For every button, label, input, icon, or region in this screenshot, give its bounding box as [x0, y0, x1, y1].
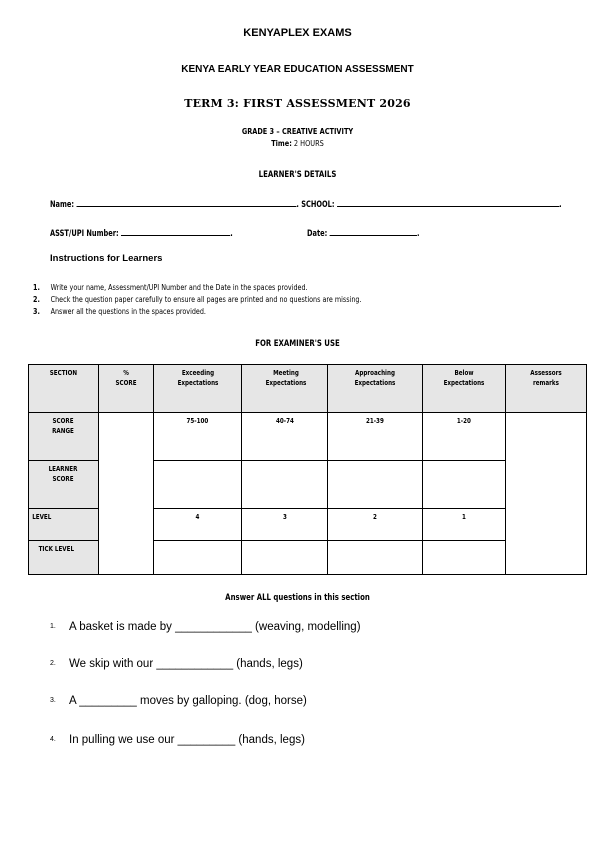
score-range-label: SCORE RANGE	[52, 417, 74, 435]
header-meeting: Meeting Expectations	[265, 369, 306, 387]
tick-meeting[interactable]	[241, 541, 328, 575]
school-sep: .	[559, 200, 562, 210]
tick-exceeding[interactable]	[153, 541, 241, 575]
remarks-cell[interactable]	[506, 413, 587, 575]
percent-score-cell[interactable]	[98, 413, 153, 575]
instructions-list	[33, 282, 361, 318]
level-label: LEVEL	[32, 513, 52, 521]
range-approaching: 21-39	[366, 417, 385, 425]
name-field-row	[50, 198, 562, 210]
learner-score-below[interactable]	[423, 461, 506, 509]
question-text: A _________ moves by galloping. (dog, horse)	[69, 695, 307, 707]
date-label: Date:	[307, 229, 328, 239]
upi-sep: .	[230, 229, 233, 239]
range-below: 1-20	[457, 417, 472, 425]
school-input-line[interactable]	[337, 198, 559, 207]
question-text: We skip with our ____________ (hands, legs)	[69, 658, 303, 670]
table-header-row	[29, 365, 587, 413]
level-meeting: 3	[282, 513, 287, 521]
date-field-row	[307, 227, 420, 239]
school-label: SCHOOL:	[301, 200, 335, 210]
date-input-line[interactable]	[330, 227, 417, 236]
question-number: 3.	[50, 697, 56, 705]
level-exceeding: 4	[195, 513, 200, 521]
question-number: 4.	[50, 736, 56, 744]
instructions-title: Instructions for Learners	[50, 253, 163, 264]
header-below: Below Expectations	[443, 369, 485, 387]
time-value: 2 HOURS	[293, 139, 324, 148]
question-item	[50, 734, 305, 746]
upi-label: ASST/UPI Number:	[50, 229, 119, 239]
question-item	[50, 621, 361, 633]
instruction-item: 2. Check the question paper carefully to ensure all pages are printed and no questions are missing.	[33, 295, 362, 304]
header-approaching: Approaching Expectations	[355, 369, 396, 387]
header-remarks: Assessors remarks	[530, 369, 562, 387]
tick-approaching[interactable]	[328, 541, 423, 575]
question-text: A basket is made by ____________ (weaving, modelling)	[69, 621, 361, 633]
exam-org-title: KENYAPLEX EXAMS	[243, 27, 352, 39]
upi-input-line[interactable]	[121, 227, 230, 236]
range-meeting: 40-74	[275, 417, 294, 425]
question-number: 2.	[50, 660, 56, 668]
term-title: TERM 3: FIRST ASSESSMENT 2026	[184, 97, 411, 110]
header-section: SECTION	[49, 369, 78, 377]
tick-level-label: TICK LEVEL	[38, 545, 75, 553]
header-score: % SCORE	[115, 369, 137, 387]
question-item	[50, 658, 303, 670]
question-number: 1.	[50, 623, 56, 631]
header-exceeding: Exceeding Expectations	[177, 369, 219, 387]
learner-score-exceeding[interactable]	[153, 461, 241, 509]
question-item	[50, 695, 307, 707]
level-approaching: 2	[373, 513, 378, 521]
date-sep: .	[416, 229, 420, 239]
level-below: 1	[462, 513, 467, 521]
time-line	[54, 139, 542, 148]
program-title: KENYA EARLY YEAR EDUCATION ASSESSMENT	[181, 64, 414, 75]
instruction-item: 3. Answer all the questions in the spaces provided.	[33, 307, 206, 316]
score-range-row	[29, 413, 587, 461]
learner-score-meeting[interactable]	[241, 461, 328, 509]
instruction-item: 1. Write your name, Assessment/UPI Number and the Date in the spaces provided.	[33, 283, 308, 292]
range-exceeding: 75-100	[186, 417, 209, 425]
question-text: In pulling we use our _________ (hands, legs)	[69, 734, 305, 746]
learner-details-title: LEARNER'S DETAILS	[258, 170, 337, 180]
tick-below[interactable]	[423, 541, 506, 575]
examiner-use-title: FOR EXAMINER'S USE	[255, 339, 340, 349]
examiner-table	[28, 364, 587, 575]
learner-score-approaching[interactable]	[328, 461, 423, 509]
subject-title: GRADE 3 – CREATIVE ACTIVITY	[241, 127, 354, 136]
learner-score-label: LEARNER SCORE	[48, 465, 78, 483]
name-input-line[interactable]	[76, 198, 296, 207]
upi-field-row	[50, 227, 233, 239]
name-label: Name:	[50, 200, 75, 210]
section-instruction: Answer ALL questions in this section	[225, 593, 370, 603]
time-label: Time:	[271, 139, 292, 148]
name-sep: .	[296, 200, 299, 210]
